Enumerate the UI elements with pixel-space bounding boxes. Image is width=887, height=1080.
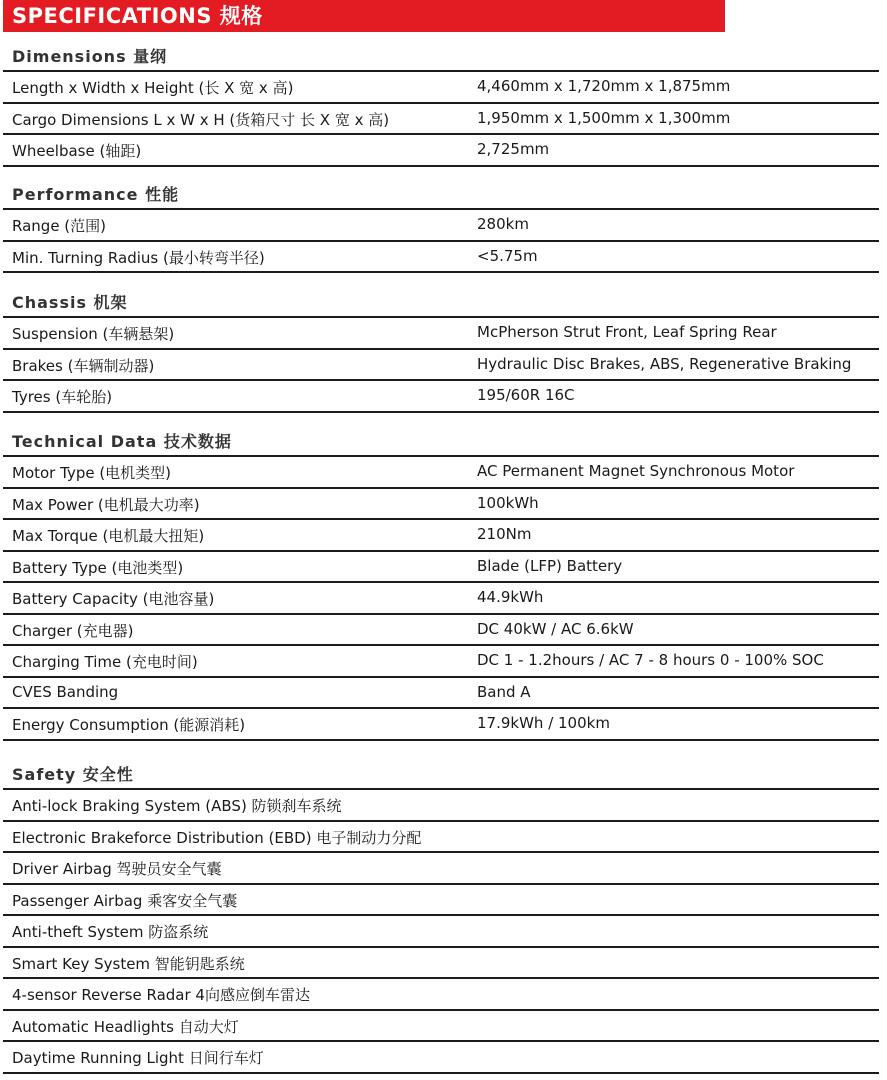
spec-label: Length x Width x Height (长 X 宽 x 高) xyxy=(12,79,294,97)
spec-table xyxy=(3,788,879,1074)
spec-label: Brakes (车辆制动器) xyxy=(12,356,155,375)
spec-table xyxy=(3,208,879,273)
spec-value: 17.9kWh / 100km xyxy=(477,714,610,732)
spec-value: 280km xyxy=(477,215,529,233)
spec-label: Tyres (车轮胎) xyxy=(12,388,113,406)
spec-row xyxy=(3,709,879,741)
spec-row xyxy=(3,381,879,413)
spec-row xyxy=(3,552,879,584)
spec-label: Motor Type (电机类型) xyxy=(12,464,172,482)
banner-title: SPECIFICATIONS 规格 xyxy=(12,4,263,28)
section-technical xyxy=(3,425,879,741)
section-heading xyxy=(3,425,879,455)
spec-row xyxy=(3,210,879,242)
spec-label: Charger (充电器) xyxy=(12,621,134,640)
spec-value: McPherson Strut Front, Leaf Spring Rear xyxy=(477,323,777,341)
spec-row xyxy=(3,979,879,1011)
spec-value: DC 1 - 1.2hours / AC 7 - 8 hours 0 - 100% SOC xyxy=(477,651,824,669)
spec-label: Wheelbase (轴距) xyxy=(12,142,142,160)
spec-value: 4,460mm x 1,720mm x 1,875mm xyxy=(477,77,731,95)
spec-row xyxy=(3,457,879,489)
section-heading-text: Chassis 机架 xyxy=(12,293,128,312)
spec-label: Passenger Airbag 乘客安全气囊 xyxy=(12,891,238,910)
spec-row xyxy=(3,646,879,678)
spec-value: DC 40kW / AC 6.6kW xyxy=(477,619,634,638)
spec-value: Blade (LFP) Battery xyxy=(477,556,623,575)
spec-row xyxy=(3,885,879,917)
spec-row xyxy=(3,1011,879,1043)
spec-label: Anti-theft System 防盗系统 xyxy=(12,923,209,941)
spec-row xyxy=(3,678,879,710)
spec-row xyxy=(3,822,879,854)
spec-label: Driver Airbag 驾驶员安全气囊 xyxy=(12,860,222,878)
section-heading xyxy=(3,286,879,316)
spec-value: Hydraulic Disc Brakes, ABS, Regenerative Braking xyxy=(477,354,852,373)
spec-row xyxy=(3,948,879,980)
spec-label: 4-sensor Reverse Radar 4向感应倒车雷达 xyxy=(12,986,310,1004)
spec-value: 100kWh xyxy=(477,493,539,512)
spec-row xyxy=(3,615,879,647)
spec-label: Battery Capacity (电池容量) xyxy=(12,590,215,608)
spec-row xyxy=(3,790,879,822)
spec-label: Battery Type (电池类型) xyxy=(12,558,184,577)
section-heading-text: Safety 安全性 xyxy=(12,765,134,784)
section-heading xyxy=(3,40,879,70)
spec-label: Automatic Headlights 自动大灯 xyxy=(12,1017,239,1036)
spec-row xyxy=(3,853,879,885)
spec-row xyxy=(3,916,879,948)
spec-value: 195/60R 16C xyxy=(477,386,575,404)
spec-value: AC Permanent Magnet Synchronous Motor xyxy=(477,462,795,480)
section-performance xyxy=(3,178,879,273)
spec-label: Smart Key System 智能钥匙系统 xyxy=(12,954,245,973)
spec-value: Band A xyxy=(477,682,531,701)
spec-table xyxy=(3,316,879,413)
spec-row xyxy=(3,583,879,615)
section-chassis xyxy=(3,286,879,413)
spec-row xyxy=(3,242,879,274)
spec-label: Charging Time (充电时间) xyxy=(12,653,198,671)
spec-row xyxy=(3,1042,879,1074)
spec-label: Anti-lock Braking System (ABS) 防锁刹车系统 xyxy=(12,797,342,815)
spec-label: CVES Banding xyxy=(12,682,119,701)
specifications-banner xyxy=(3,0,725,32)
section-dimensions xyxy=(3,40,879,167)
spec-label: Range (范围) xyxy=(12,217,107,235)
spec-label: Suspension (车辆悬架) xyxy=(12,325,175,343)
spec-label: Min. Turning Radius (最小转弯半径) xyxy=(12,248,265,267)
spec-value: <5.75m xyxy=(477,246,538,265)
section-safety xyxy=(3,758,879,1074)
spec-label: Daytime Running Light 日间行车灯 xyxy=(12,1049,264,1067)
section-heading-text: Performance 性能 xyxy=(12,185,180,204)
spec-value: 1,950mm x 1,500mm x 1,300mm xyxy=(477,108,731,127)
spec-label: Electronic Brakeforce Distribution (EBD) 电子制动力分配 xyxy=(12,828,422,847)
spec-label: Max Torque (电机最大扭矩) xyxy=(12,527,205,545)
section-heading-text: Dimensions 量纲 xyxy=(12,47,168,66)
spec-label: Max Power (电机最大功率) xyxy=(12,495,200,514)
spec-value: 2,725mm xyxy=(477,140,550,158)
section-heading xyxy=(3,758,879,788)
section-heading xyxy=(3,178,879,208)
spec-label: Cargo Dimensions L x W x H (货箱尺寸 长 X 宽 x 高) xyxy=(12,110,390,129)
spec-table xyxy=(3,70,879,167)
spec-row xyxy=(3,72,879,104)
spec-row xyxy=(3,489,879,521)
spec-value: 210Nm xyxy=(477,525,532,543)
spec-value: 44.9kWh xyxy=(477,588,544,606)
spec-row xyxy=(3,350,879,382)
spec-row xyxy=(3,318,879,350)
section-heading-text: Technical Data 技术数据 xyxy=(12,432,232,451)
spec-row xyxy=(3,135,879,167)
spec-table xyxy=(3,455,879,741)
spec-row xyxy=(3,520,879,552)
spec-label: Energy Consumption (能源消耗) xyxy=(12,716,246,734)
spec-row xyxy=(3,104,879,136)
